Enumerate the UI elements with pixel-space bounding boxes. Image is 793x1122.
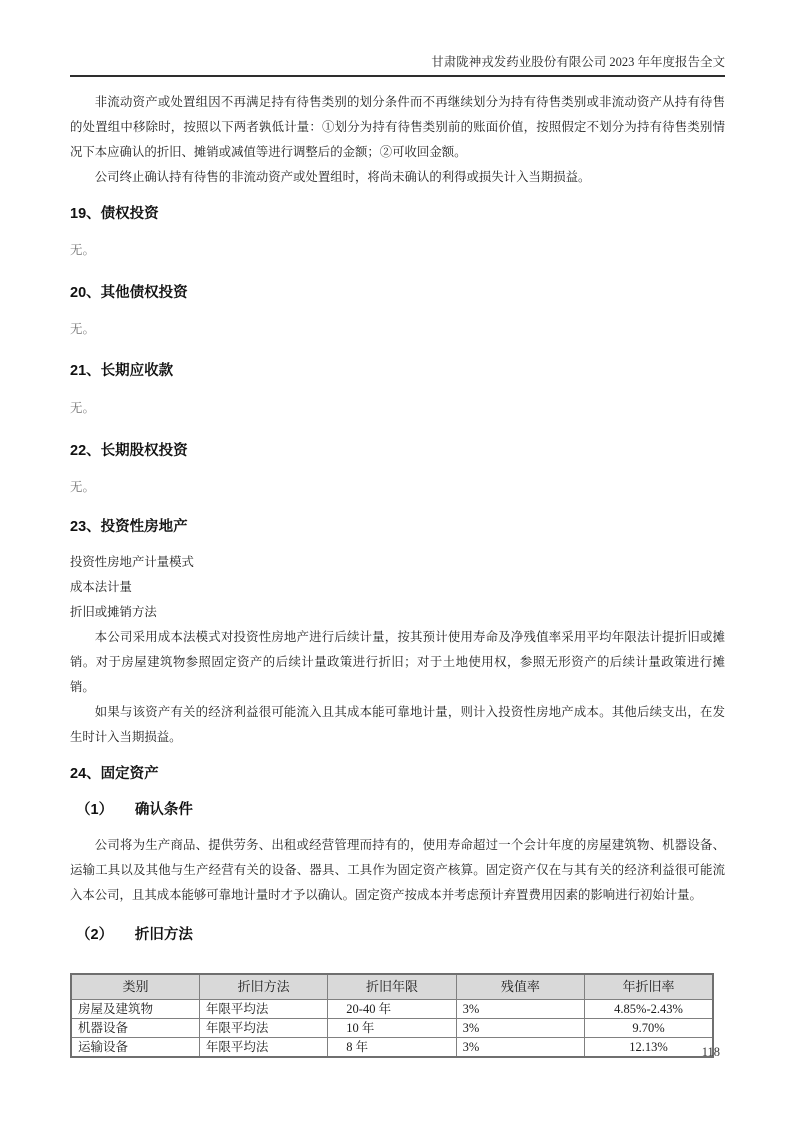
table-cell: 年限平均法	[199, 1000, 327, 1019]
page-number: 118	[701, 1045, 720, 1059]
s24-sub1-heading: （1） 确认条件	[76, 802, 193, 818]
table-row	[71, 1019, 713, 1038]
table-cell: 4.85%-2.43%	[585, 1000, 713, 1019]
table-header-annual-rate: 年折旧率	[585, 974, 713, 1000]
s23-measurement-mode-line: 投资性房地产计量模式	[70, 555, 194, 569]
table-header-residual-rate: 残值率	[456, 974, 584, 1000]
table-cell: 10 年	[328, 1019, 456, 1038]
table-cell: 年限平均法	[199, 1038, 327, 1058]
table-cell: 3%	[456, 1019, 584, 1038]
table-cell: 20-40 年	[328, 1000, 456, 1019]
table-cell: 房屋及建筑物	[71, 1000, 199, 1019]
table-header-category: 类别	[71, 974, 199, 1000]
section-22-heading: 22、长期股权投资	[70, 443, 188, 459]
table-cell: 3%	[456, 1000, 584, 1019]
table-cell: 运输设备	[71, 1038, 199, 1058]
s24-sub2-heading: （2） 折旧方法	[76, 927, 193, 943]
section-19-body: 无。	[70, 243, 96, 257]
s24-sub1-paragraph: 公司将为生产商品、提供劳务、出租或经营管理而持有的，使用寿命超过一个会计年度的房屋建筑物、机器设备、运输工具以及其他与生产经营有关的设备、器具、工具作为固定资产核算。固定资产仅在与其有关的经济利益很可能流入本公司，且其成本能够可靠地计量时才予以确认。固定资产按成本并考虑预计弃置费用因素的影响进行初始计量。	[70, 838, 725, 902]
intro-paragraph-2: 公司终止确认持有待售的非流动资产或处置组时，将尚未确认的利得或损失计入当期损益。	[94, 170, 591, 184]
section-24-heading: 24、固定资产	[70, 766, 159, 782]
s23-paragraph-2: 如果与该资产有关的经济利益很可能流入且其成本能可靠地计量，则计入投资性房地产成本。其他后续支出，在发生时计入当期损益。	[70, 705, 725, 744]
table-header-row	[71, 974, 713, 1000]
section-20-body: 无。	[70, 322, 96, 336]
table-cell: 12.13%	[585, 1038, 713, 1058]
section-21-body: 无。	[70, 401, 96, 415]
s23-depreciation-method-line: 折旧或摊销方法	[70, 605, 157, 619]
table-header-method: 折旧方法	[199, 974, 327, 1000]
table-header-years: 折旧年限	[328, 974, 456, 1000]
s23-paragraph-1: 本公司采用成本法模式对投资性房地产进行后续计量，按其预计使用寿命及净残值率采用平均年限法计提折旧或摊销。对于房屋建筑物参照固定资产的后续计量政策进行折旧；对于土地使用权，参照无形资产的后续计量政策进行摊销。	[70, 630, 725, 694]
table-cell: 机器设备	[71, 1019, 199, 1038]
intro-paragraph-1: 非流动资产或处置组因不再满足持有待售类别的划分条件而不再继续划分为持有待售类别或非流动资产从持有待售的处置组中移除时，按照以下两者孰低计量：①划分为持有待售类别前的账面价值，按照假定不划分为持有待售类别情况下本应确认的折旧、摊销或减值等进行调整后的金额；②可收回金额。	[70, 95, 725, 159]
table-cell: 8 年	[328, 1038, 456, 1058]
table-cell: 年限平均法	[199, 1019, 327, 1038]
header-title: 甘肃陇神戎发药业股份有限公司 2023 年年度报告全文	[431, 55, 725, 69]
section-22-body: 无。	[70, 480, 96, 494]
section-20-heading: 20、其他债权投资	[70, 285, 188, 301]
section-19-heading: 19、债权投资	[70, 206, 159, 222]
report-header	[70, 0, 725, 77]
table-cell: 3%	[456, 1038, 584, 1058]
table-cell: 9.70%	[585, 1019, 713, 1038]
depreciation-table	[70, 973, 714, 1058]
section-21-heading: 21、长期应收款	[70, 363, 174, 379]
section-23-heading: 23、投资性房地产	[70, 519, 188, 535]
s23-cost-method-line: 成本法计量	[70, 580, 132, 594]
table-row	[71, 1000, 713, 1019]
table-row	[71, 1038, 713, 1058]
